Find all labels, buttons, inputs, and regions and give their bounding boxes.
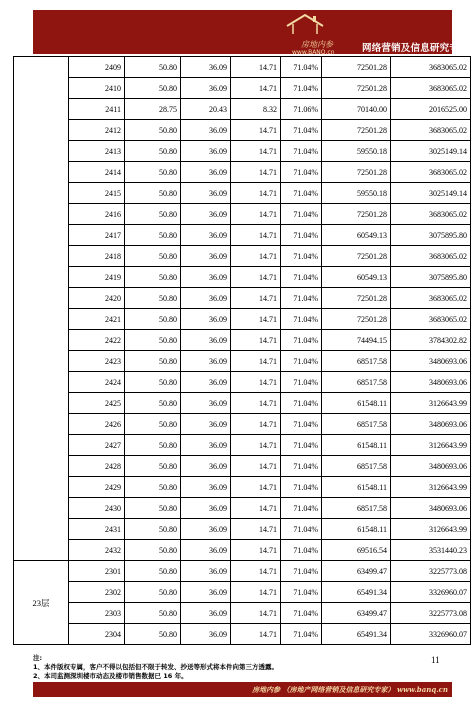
usable-area-cell: 36.09 <box>181 561 231 582</box>
building-area-cell: 50.80 <box>125 414 181 435</box>
header-title: 网络营销及信息研究专家 <box>362 43 469 54</box>
usable-area-cell: 36.09 <box>181 435 231 456</box>
shared-area-cell: 14.71 <box>231 330 281 351</box>
table-row <box>14 162 471 183</box>
table-body <box>14 57 471 645</box>
building-area-cell: 50.80 <box>125 267 181 288</box>
shared-area-cell: 14.71 <box>231 351 281 372</box>
building-area-cell: 50.80 <box>125 288 181 309</box>
building-area-cell: 50.80 <box>125 372 181 393</box>
usage-rate-cell: 71.04% <box>281 288 322 309</box>
usage-rate-cell: 71.04% <box>281 78 322 99</box>
usable-area-cell: 36.09 <box>181 624 231 645</box>
unit-price-cell: 74494.15 <box>322 330 391 351</box>
table-row <box>14 141 471 162</box>
building-area-cell: 50.80 <box>125 330 181 351</box>
unit-price-cell: 60549.13 <box>322 225 391 246</box>
total-price-cell: 3326960.07 <box>391 624 471 645</box>
shared-area-cell: 14.71 <box>231 519 281 540</box>
shared-area-cell: 14.71 <box>231 393 281 414</box>
unit-price-cell: 65491.34 <box>322 624 391 645</box>
usable-area-cell: 36.09 <box>181 288 231 309</box>
usable-area-cell: 36.09 <box>181 540 231 561</box>
usage-rate-cell: 71.04% <box>281 456 322 477</box>
usable-area-cell: 36.09 <box>181 183 231 204</box>
table-row <box>14 519 471 540</box>
total-price-cell: 3531440.23 <box>391 540 471 561</box>
usage-rate-cell: 71.04% <box>281 309 322 330</box>
usage-rate-cell: 71.04% <box>281 561 322 582</box>
unit-price-cell: 63499.47 <box>322 603 391 624</box>
page-number: 11 <box>431 655 440 665</box>
unit-number-cell: 2302 <box>69 582 125 603</box>
footer-bar <box>33 682 452 697</box>
building-area-cell: 50.80 <box>125 603 181 624</box>
shared-area-cell: 14.71 <box>231 477 281 498</box>
unit-price-cell: 72501.28 <box>322 120 391 141</box>
total-price-cell: 3075895.80 <box>391 267 471 288</box>
usage-rate-cell: 71.04% <box>281 393 322 414</box>
floor-cell <box>14 57 69 561</box>
total-price-cell: 3683065.02 <box>391 288 471 309</box>
unit-number-cell: 2431 <box>69 519 125 540</box>
usable-area-cell: 36.09 <box>181 309 231 330</box>
unit-price-cell: 70140.00 <box>322 99 391 120</box>
table-row <box>14 372 471 393</box>
unit-price-cell: 68517.58 <box>322 414 391 435</box>
unit-number-cell: 2411 <box>69 99 125 120</box>
unit-number-cell: 2427 <box>69 435 125 456</box>
total-price-cell: 3683065.02 <box>391 78 471 99</box>
building-area-cell: 50.80 <box>125 183 181 204</box>
unit-price-cell: 72501.28 <box>322 57 391 78</box>
building-area-cell: 50.80 <box>125 393 181 414</box>
total-price-cell: 3480693.06 <box>391 498 471 519</box>
shared-area-cell: 14.71 <box>231 582 281 603</box>
table-row <box>14 414 471 435</box>
header-banner <box>33 10 469 56</box>
usable-area-cell: 36.09 <box>181 351 231 372</box>
shared-area-cell: 8.32 <box>231 99 281 120</box>
shared-area-cell: 14.71 <box>231 78 281 99</box>
usage-rate-cell: 71.04% <box>281 624 322 645</box>
unit-price-cell: 72501.28 <box>322 309 391 330</box>
unit-price-cell: 69516.54 <box>322 540 391 561</box>
unit-price-table-container <box>13 56 471 645</box>
note-line: 2、本司监测深圳楼市动态及楼市销售数据已 16 年。 <box>33 672 188 680</box>
unit-number-cell: 2303 <box>69 603 125 624</box>
usage-rate-cell: 71.04% <box>281 330 322 351</box>
total-price-cell: 3126643.99 <box>391 477 471 498</box>
unit-price-cell: 63499.47 <box>322 561 391 582</box>
total-price-cell: 3480693.06 <box>391 372 471 393</box>
total-price-cell: 3075895.80 <box>391 225 471 246</box>
shared-area-cell: 14.71 <box>231 141 281 162</box>
total-price-cell: 3025149.14 <box>391 141 471 162</box>
unit-number-cell: 2304 <box>69 624 125 645</box>
total-price-cell: 3126643.99 <box>391 519 471 540</box>
unit-number-cell: 2428 <box>69 456 125 477</box>
note-line: 1、本件版权专属，客户不得以包括但不限于转发、抄送等形式将本件向第三方透露。 <box>33 663 279 671</box>
usage-rate-cell: 71.04% <box>281 435 322 456</box>
usage-rate-cell: 71.04% <box>281 540 322 561</box>
total-price-cell: 3225773.08 <box>391 603 471 624</box>
unit-number-cell: 2301 <box>69 561 125 582</box>
usage-rate-cell: 71.04% <box>281 225 322 246</box>
total-price-cell: 3225773.08 <box>391 561 471 582</box>
shared-area-cell: 14.71 <box>231 120 281 141</box>
unit-number-cell: 2420 <box>69 288 125 309</box>
shared-area-cell: 14.71 <box>231 624 281 645</box>
table-row <box>14 57 471 78</box>
footnotes <box>33 654 278 681</box>
floor-cell: 23层 <box>14 561 69 645</box>
usage-rate-cell: 71.04% <box>281 57 322 78</box>
table-row <box>14 330 471 351</box>
unit-number-cell: 2426 <box>69 414 125 435</box>
table-row <box>14 246 471 267</box>
unit-price-cell: 61548.11 <box>322 393 391 414</box>
unit-number-cell: 2416 <box>69 204 125 225</box>
usable-area-cell: 36.09 <box>181 162 231 183</box>
table-row <box>14 225 471 246</box>
usable-area-cell: 36.09 <box>181 498 231 519</box>
usage-rate-cell: 71.04% <box>281 162 322 183</box>
building-area-cell: 50.80 <box>125 582 181 603</box>
unit-price-cell: 59550.18 <box>322 141 391 162</box>
unit-price-cell: 72501.28 <box>322 246 391 267</box>
building-area-cell: 50.80 <box>125 120 181 141</box>
table-row <box>14 624 471 645</box>
house-logo-icon <box>283 12 327 38</box>
total-price-cell: 3480693.06 <box>391 414 471 435</box>
shared-area-cell: 14.71 <box>231 540 281 561</box>
unit-number-cell: 2421 <box>69 309 125 330</box>
shared-area-cell: 14.71 <box>231 603 281 624</box>
total-price-cell: 3683065.02 <box>391 246 471 267</box>
unit-price-cell: 61548.11 <box>322 519 391 540</box>
table-row <box>14 393 471 414</box>
shared-area-cell: 14.71 <box>231 183 281 204</box>
footer-text: 房地内参 （房地产网络营销及信息研究专家） www.banq.cn <box>252 685 448 694</box>
shared-area-cell: 14.71 <box>231 225 281 246</box>
usage-rate-cell: 71.04% <box>281 372 322 393</box>
total-price-cell: 3126643.99 <box>391 435 471 456</box>
building-area-cell: 50.80 <box>125 351 181 372</box>
table-row <box>14 99 471 120</box>
unit-price-cell: 59550.18 <box>322 183 391 204</box>
total-price-cell: 3784302.82 <box>391 330 471 351</box>
unit-price-table <box>13 56 471 645</box>
table-row <box>14 288 471 309</box>
unit-number-cell: 2432 <box>69 540 125 561</box>
usable-area-cell: 36.09 <box>181 225 231 246</box>
building-area-cell: 50.80 <box>125 561 181 582</box>
usage-rate-cell: 71.04% <box>281 267 322 288</box>
brand-url: www.BANQ.cn <box>292 49 335 56</box>
table-row <box>14 435 471 456</box>
building-area-cell: 50.80 <box>125 204 181 225</box>
total-price-cell: 3683065.02 <box>391 120 471 141</box>
building-area-cell: 50.80 <box>125 456 181 477</box>
table-row <box>14 477 471 498</box>
shared-area-cell: 14.71 <box>231 204 281 225</box>
usable-area-cell: 36.09 <box>181 330 231 351</box>
unit-price-cell: 61548.11 <box>322 477 391 498</box>
building-area-cell: 50.80 <box>125 78 181 99</box>
usage-rate-cell: 71.04% <box>281 183 322 204</box>
table-row <box>14 561 471 582</box>
table-row <box>14 456 471 477</box>
table-row <box>14 309 471 330</box>
total-price-cell: 3683065.02 <box>391 57 471 78</box>
usage-rate-cell: 71.04% <box>281 351 322 372</box>
shared-area-cell: 14.71 <box>231 288 281 309</box>
unit-price-cell: 72501.28 <box>322 78 391 99</box>
table-row <box>14 78 471 99</box>
unit-number-cell: 2409 <box>69 57 125 78</box>
shared-area-cell: 14.71 <box>231 414 281 435</box>
unit-number-cell: 2430 <box>69 498 125 519</box>
shared-area-cell: 14.71 <box>231 372 281 393</box>
table-row <box>14 498 471 519</box>
unit-number-cell: 2417 <box>69 225 125 246</box>
building-area-cell: 50.80 <box>125 309 181 330</box>
unit-number-cell: 2410 <box>69 78 125 99</box>
usage-rate-cell: 71.04% <box>281 519 322 540</box>
building-area-cell: 50.80 <box>125 162 181 183</box>
usable-area-cell: 36.09 <box>181 78 231 99</box>
unit-number-cell: 2418 <box>69 246 125 267</box>
usable-area-cell: 36.09 <box>181 603 231 624</box>
usable-area-cell: 36.09 <box>181 204 231 225</box>
usage-rate-cell: 71.04% <box>281 120 322 141</box>
usable-area-cell: 20.43 <box>181 99 231 120</box>
total-price-cell: 3480693.06 <box>391 456 471 477</box>
usable-area-cell: 36.09 <box>181 582 231 603</box>
usable-area-cell: 36.09 <box>181 57 231 78</box>
building-area-cell: 50.80 <box>125 477 181 498</box>
usable-area-cell: 36.09 <box>181 372 231 393</box>
unit-number-cell: 2412 <box>69 120 125 141</box>
usage-rate-cell: 71.04% <box>281 246 322 267</box>
shared-area-cell: 14.71 <box>231 162 281 183</box>
unit-price-cell: 72501.28 <box>322 204 391 225</box>
usable-area-cell: 36.09 <box>181 246 231 267</box>
shared-area-cell: 14.71 <box>231 267 281 288</box>
shared-area-cell: 14.71 <box>231 498 281 519</box>
total-price-cell: 3126643.99 <box>391 393 471 414</box>
usable-area-cell: 36.09 <box>181 141 231 162</box>
usage-rate-cell: 71.04% <box>281 204 322 225</box>
usable-area-cell: 36.09 <box>181 414 231 435</box>
table-row <box>14 351 471 372</box>
usable-area-cell: 36.09 <box>181 267 231 288</box>
brand-name: 房地内参 <box>301 40 333 49</box>
table-row <box>14 582 471 603</box>
unit-number-cell: 2423 <box>69 351 125 372</box>
unit-number-cell: 2415 <box>69 183 125 204</box>
unit-number-cell: 2425 <box>69 393 125 414</box>
unit-number-cell: 2424 <box>69 372 125 393</box>
usage-rate-cell: 71.04% <box>281 477 322 498</box>
notes-title: 注: <box>33 654 43 662</box>
usable-area-cell: 36.09 <box>181 393 231 414</box>
building-area-cell: 28.75 <box>125 99 181 120</box>
total-price-cell: 2016525.00 <box>391 99 471 120</box>
unit-number-cell: 2414 <box>69 162 125 183</box>
usage-rate-cell: 71.04% <box>281 141 322 162</box>
unit-number-cell: 2419 <box>69 267 125 288</box>
shared-area-cell: 14.71 <box>231 456 281 477</box>
table-row <box>14 267 471 288</box>
unit-price-cell: 65491.34 <box>322 582 391 603</box>
unit-price-cell: 61548.11 <box>322 435 391 456</box>
unit-number-cell: 2413 <box>69 141 125 162</box>
usable-area-cell: 36.09 <box>181 519 231 540</box>
total-price-cell: 3025149.14 <box>391 183 471 204</box>
building-area-cell: 50.80 <box>125 498 181 519</box>
unit-number-cell: 2422 <box>69 330 125 351</box>
shared-area-cell: 14.71 <box>231 57 281 78</box>
unit-price-cell: 68517.58 <box>322 456 391 477</box>
table-row <box>14 183 471 204</box>
usable-area-cell: 36.09 <box>181 456 231 477</box>
building-area-cell: 50.80 <box>125 225 181 246</box>
table-row <box>14 120 471 141</box>
usable-area-cell: 36.09 <box>181 120 231 141</box>
building-area-cell: 50.80 <box>125 624 181 645</box>
usage-rate-cell: 71.04% <box>281 603 322 624</box>
unit-price-cell: 72501.28 <box>322 162 391 183</box>
total-price-cell: 3683065.02 <box>391 162 471 183</box>
shared-area-cell: 14.71 <box>231 435 281 456</box>
building-area-cell: 50.80 <box>125 435 181 456</box>
usage-rate-cell: 71.06% <box>281 99 322 120</box>
shared-area-cell: 14.71 <box>231 561 281 582</box>
building-area-cell: 50.80 <box>125 519 181 540</box>
usage-rate-cell: 71.04% <box>281 414 322 435</box>
unit-price-cell: 60549.13 <box>322 267 391 288</box>
unit-number-cell: 2429 <box>69 477 125 498</box>
total-price-cell: 3683065.02 <box>391 309 471 330</box>
table-row <box>14 204 471 225</box>
total-price-cell: 3683065.02 <box>391 204 471 225</box>
total-price-cell: 3480693.06 <box>391 351 471 372</box>
usage-rate-cell: 71.04% <box>281 582 322 603</box>
unit-price-cell: 72501.28 <box>322 288 391 309</box>
total-price-cell: 3326960.07 <box>391 582 471 603</box>
unit-price-cell: 68517.58 <box>322 498 391 519</box>
building-area-cell: 50.80 <box>125 141 181 162</box>
building-area-cell: 50.80 <box>125 540 181 561</box>
building-area-cell: 50.80 <box>125 57 181 78</box>
shared-area-cell: 14.71 <box>231 246 281 267</box>
table-row <box>14 603 471 624</box>
unit-price-cell: 68517.58 <box>322 351 391 372</box>
building-area-cell: 50.80 <box>125 246 181 267</box>
table-row <box>14 540 471 561</box>
shared-area-cell: 14.71 <box>231 309 281 330</box>
usage-rate-cell: 71.04% <box>281 498 322 519</box>
usable-area-cell: 36.09 <box>181 477 231 498</box>
unit-price-cell: 68517.58 <box>322 372 391 393</box>
